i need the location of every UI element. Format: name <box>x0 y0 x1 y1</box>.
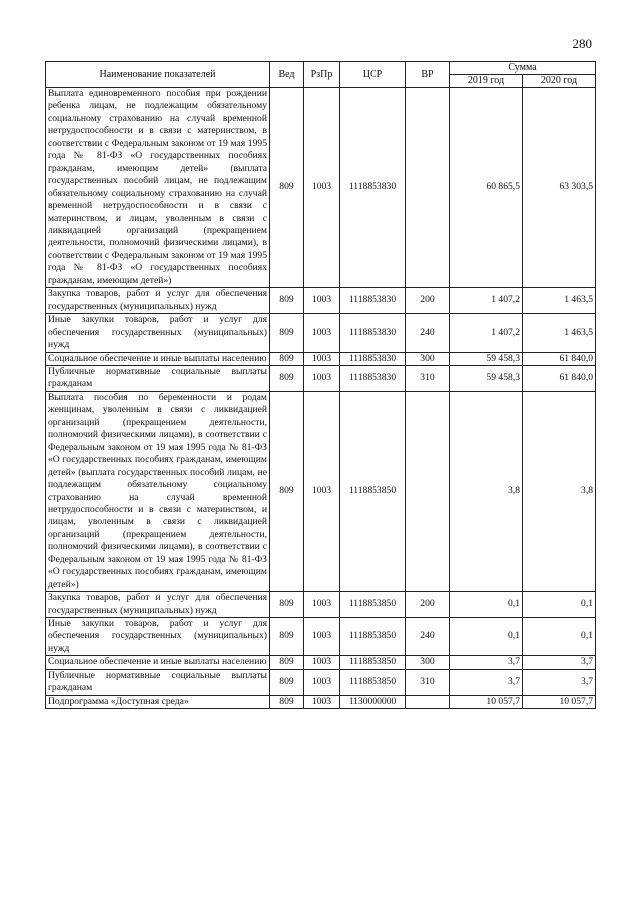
table-row <box>46 314 596 352</box>
row-rzpr: 1003 <box>304 656 340 669</box>
header-ved: Вед <box>270 62 304 88</box>
row-name: Иные закупки товаров, работ и услуг для обеспечения государственных (муниципальных) нужд <box>46 618 270 656</box>
page-number: 280 <box>572 36 592 51</box>
row-vr: 310 <box>406 669 450 695</box>
row-csr: 1118853830 <box>340 365 406 391</box>
row-csr: 1118853830 <box>340 314 406 352</box>
row-ved: 809 <box>270 391 304 591</box>
row-sum-2019: 59 458,3 <box>450 365 523 391</box>
row-vr <box>406 695 450 708</box>
row-name: Социальное обеспечение и иные выплаты населению <box>46 352 270 365</box>
row-name: Социальное обеспечение и иные выплаты населению <box>46 656 270 669</box>
row-sum-2019: 1 407,2 <box>450 288 523 314</box>
table-body <box>46 88 596 709</box>
row-name: Подпрограмма «Доступная среда» <box>46 695 270 708</box>
row-csr: 1118853830 <box>340 352 406 365</box>
row-sum-2020: 10 057,7 <box>523 695 596 708</box>
row-sum-2020: 1 463,5 <box>523 314 596 352</box>
header-sum: Сумма <box>450 62 596 75</box>
row-csr: 1118853850 <box>340 391 406 591</box>
row-csr: 1130000000 <box>340 695 406 708</box>
row-sum-2019: 3,8 <box>450 391 523 591</box>
header-rzpr: РзПр <box>304 62 340 88</box>
table-row <box>46 695 596 708</box>
row-ved: 809 <box>270 656 304 669</box>
row-vr: 300 <box>406 352 450 365</box>
row-sum-2019: 10 057,7 <box>450 695 523 708</box>
row-vr <box>406 391 450 591</box>
row-sum-2020: 0,1 <box>523 618 596 656</box>
row-sum-2020: 1 463,5 <box>523 288 596 314</box>
row-name: Выплата пособия по беременности и родам женщинам, уволенным в связи с ликвидацией организаций (прекращением деятельности, полномочий физическими лицами), в соответствии с Федеральным законом от 19 мая 1995 года № 81-ФЗ «О государственных пособиях гражданам, имеющим детей» (выплата государственных пособий лицам, не подлежащим обязательному социальному страхованию на случай временной нетрудоспособности и в связи с материнством, и лицам, уволенным в связи с ликвидацией организаций (прекращением деятельности, полномочий физическими лицами), в соответствии с Федеральным законом от 19 мая 1995 года № 81-ФЗ «О государственных пособиях гражданам, имеющим детей») <box>46 391 270 591</box>
row-csr: 1118853850 <box>340 656 406 669</box>
row-vr: 200 <box>406 592 450 618</box>
row-sum-2019: 59 458,3 <box>450 352 523 365</box>
row-sum-2020: 3,7 <box>523 656 596 669</box>
row-vr: 240 <box>406 314 450 352</box>
row-ved: 809 <box>270 618 304 656</box>
row-ved: 809 <box>270 352 304 365</box>
budget-table <box>45 61 596 709</box>
row-vr: 200 <box>406 288 450 314</box>
row-ved: 809 <box>270 669 304 695</box>
row-rzpr: 1003 <box>304 618 340 656</box>
row-sum-2020: 3,8 <box>523 391 596 591</box>
row-sum-2020: 61 840,0 <box>523 352 596 365</box>
row-sum-2019: 60 865,5 <box>450 88 523 288</box>
row-name: Выплата единовременного пособия при рождении ребенка лицам, не подлежащим обязательному социальному страхованию на случай временной нетрудоспособности и в связи с материнством, в соответствии с Федеральным законом от 19 мая 1995 года № 81-ФЗ «О государственных пособиях гражданам, имеющим детей» (выплата государственных пособий лицам, не подлежащим обязательному социальному страхованию на случай временной нетрудоспособности и в связи с материнством, и лицам, уволенным в связи с ликвидацией организаций (прекращением деятельности, полномочий физическими лицами), в соответствии с Федеральным законом от 19 мая 1995 года № 81-ФЗ «О государственных пособиях гражданам, имеющим детей») <box>46 88 270 288</box>
table-row <box>46 592 596 618</box>
row-csr: 1118853850 <box>340 592 406 618</box>
row-sum-2020: 61 840,0 <box>523 365 596 391</box>
row-ved: 809 <box>270 288 304 314</box>
table-row <box>46 391 596 591</box>
header-name: Наименование показателей <box>46 62 270 88</box>
row-sum-2019: 3,7 <box>450 656 523 669</box>
row-sum-2019: 1 407,2 <box>450 314 523 352</box>
row-csr: 1118853850 <box>340 618 406 656</box>
row-rzpr: 1003 <box>304 314 340 352</box>
row-rzpr: 1003 <box>304 669 340 695</box>
row-name: Закупка товаров, работ и услуг для обеспечения государственных (муниципальных) нужд <box>46 288 270 314</box>
row-csr: 1118853830 <box>340 88 406 288</box>
row-sum-2019: 3,7 <box>450 669 523 695</box>
row-name: Публичные нормативные социальные выплаты гражданам <box>46 669 270 695</box>
row-vr: 300 <box>406 656 450 669</box>
table-row <box>46 88 596 288</box>
table-row <box>46 365 596 391</box>
table-row <box>46 288 596 314</box>
row-sum-2020: 3,7 <box>523 669 596 695</box>
row-rzpr: 1003 <box>304 352 340 365</box>
row-vr: 240 <box>406 618 450 656</box>
row-sum-2020: 0,1 <box>523 592 596 618</box>
header-vr: ВР <box>406 62 450 88</box>
table-row <box>46 656 596 669</box>
row-sum-2020: 63 303,5 <box>523 88 596 288</box>
row-csr: 1118853830 <box>340 288 406 314</box>
row-rzpr: 1003 <box>304 695 340 708</box>
table-row <box>46 352 596 365</box>
row-csr: 1118853850 <box>340 669 406 695</box>
row-sum-2019: 0,1 <box>450 592 523 618</box>
row-sum-2019: 0,1 <box>450 618 523 656</box>
row-name: Публичные нормативные социальные выплаты гражданам <box>46 365 270 391</box>
row-rzpr: 1003 <box>304 288 340 314</box>
row-ved: 809 <box>270 314 304 352</box>
row-ved: 809 <box>270 695 304 708</box>
header-year-2019: 2019 год <box>450 75 523 88</box>
row-name: Закупка товаров, работ и услуг для обеспечения государственных (муниципальных) нужд <box>46 592 270 618</box>
row-rzpr: 1003 <box>304 592 340 618</box>
row-rzpr: 1003 <box>304 365 340 391</box>
row-ved: 809 <box>270 365 304 391</box>
header-csr: ЦСР <box>340 62 406 88</box>
row-name: Иные закупки товаров, работ и услуг для обеспечения государственных (муниципальных) нужд <box>46 314 270 352</box>
table-row <box>46 618 596 656</box>
table-header <box>46 62 596 88</box>
row-rzpr: 1003 <box>304 391 340 591</box>
row-rzpr: 1003 <box>304 88 340 288</box>
row-ved: 809 <box>270 88 304 288</box>
row-vr: 310 <box>406 365 450 391</box>
row-vr <box>406 88 450 288</box>
table-row <box>46 669 596 695</box>
header-year-2020: 2020 год <box>523 75 596 88</box>
row-ved: 809 <box>270 592 304 618</box>
